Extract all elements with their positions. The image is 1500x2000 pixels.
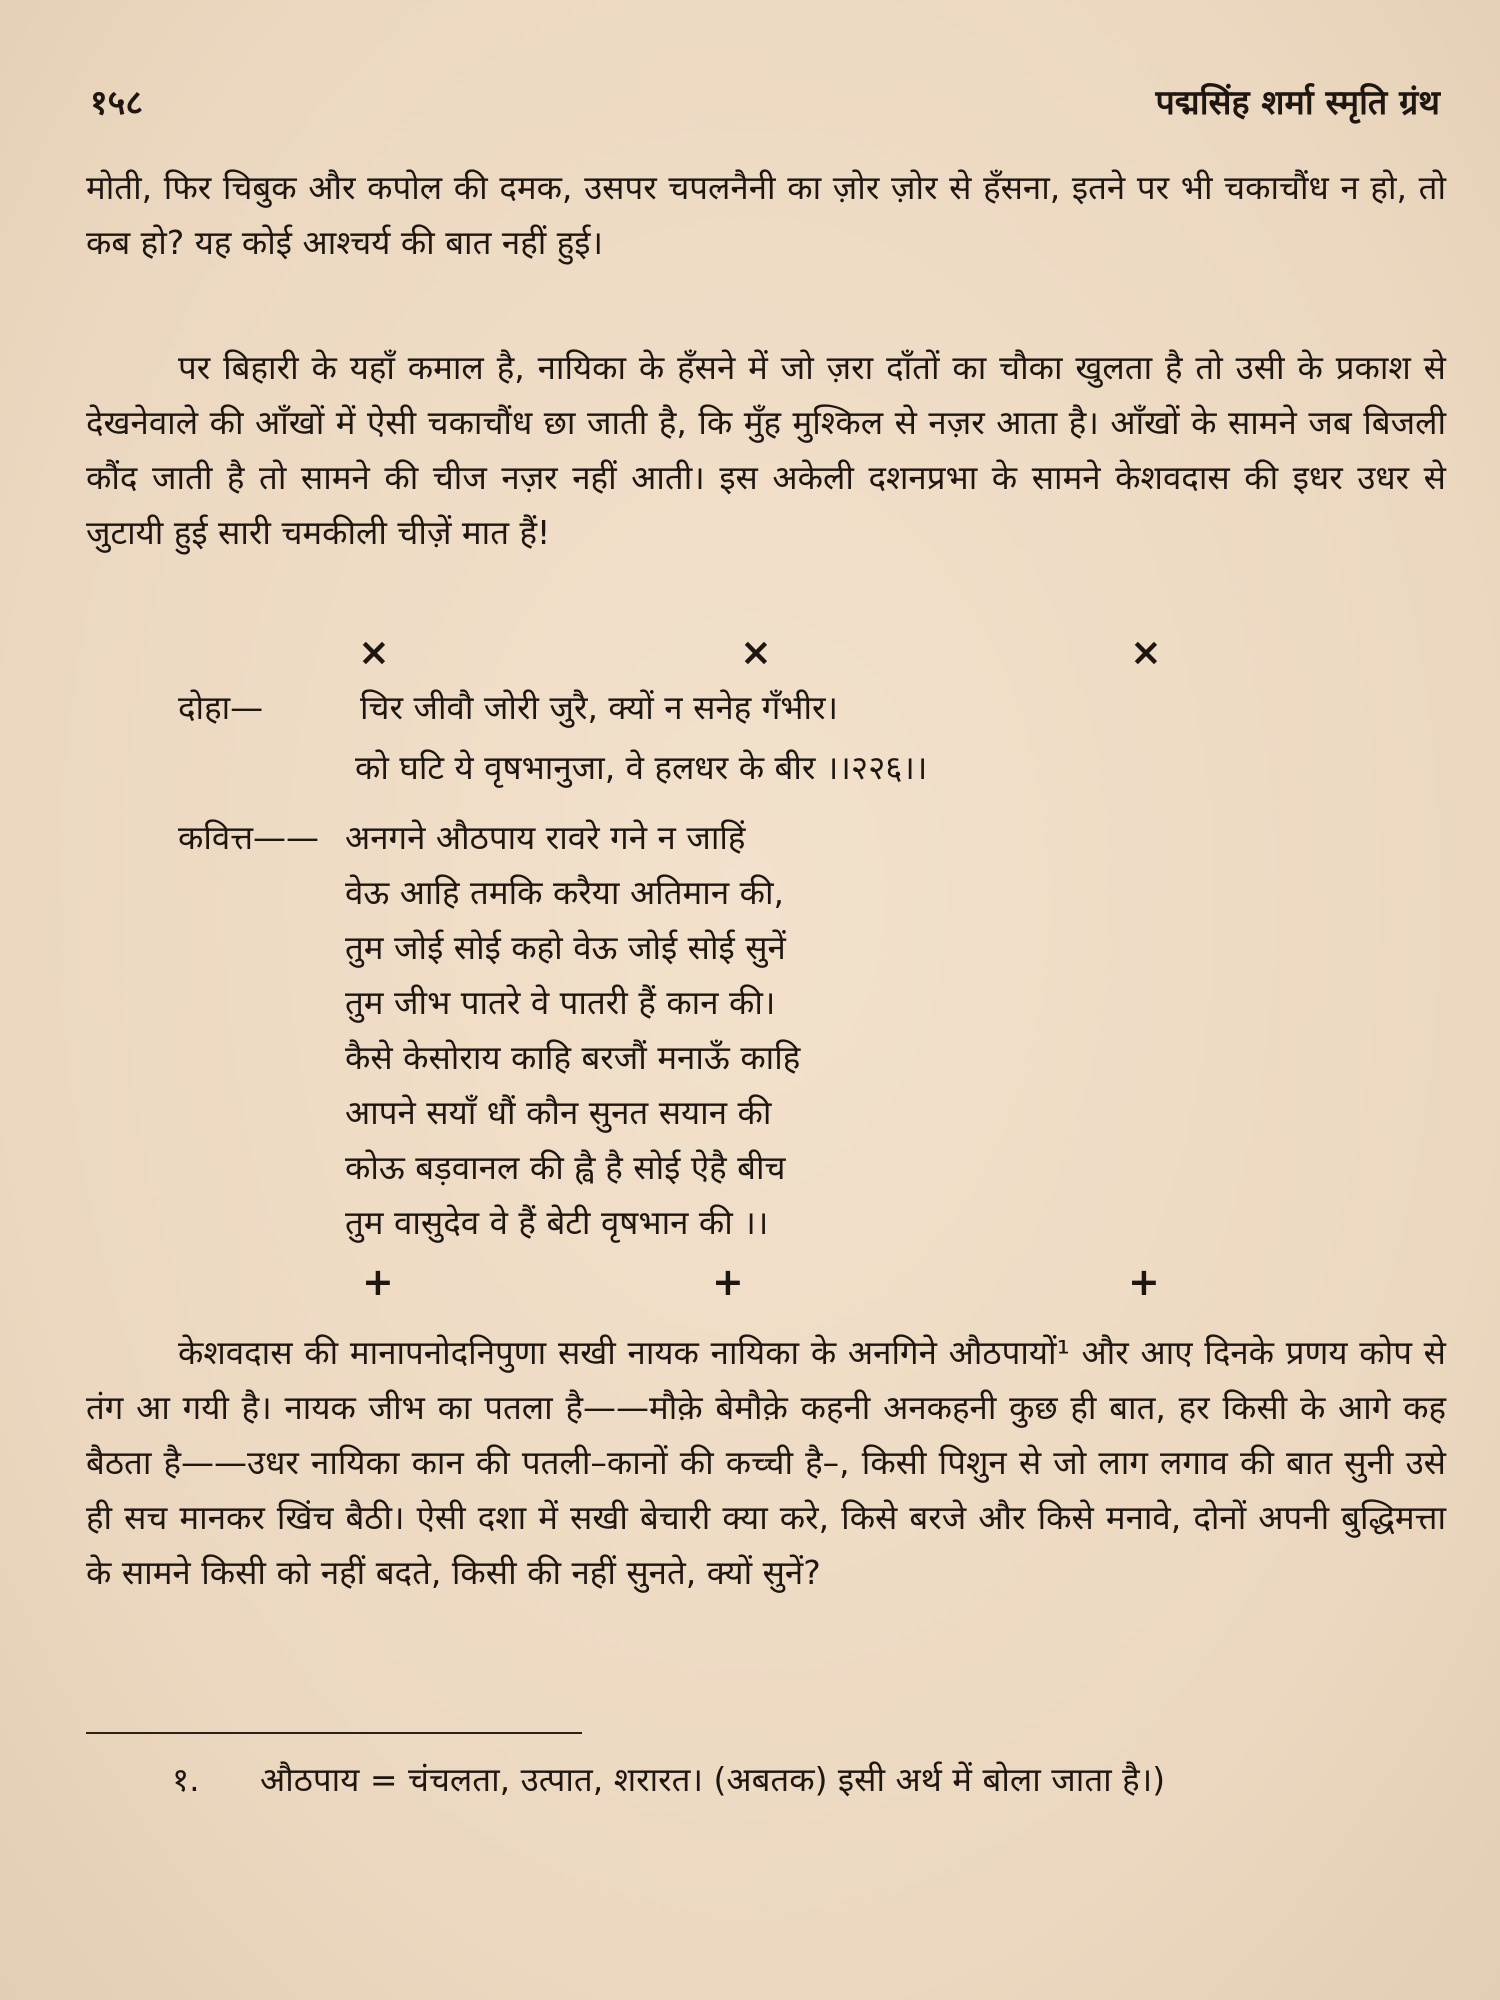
running-title: पद्मसिंह शर्मा स्मृति ग्रंथ [1155,83,1440,123]
page-number: १५८ [90,83,144,123]
separator-mark: × [1130,630,1162,674]
separator-mark: × [740,630,772,674]
paragraph-bihari: पर बिहारी के यहाँ कमाल है, नायिका के हँसने में जो ज़रा दाँतों का चौका खुलता है तो उसी के प्रकाश से देखनेवाले की आँखों में ऐसी चकाचौंध छा जाती है, कि मुँह मुश्किल से नज़र आता है। आँखों के सामने जब बिजली कौंद जाती है तो सामने की चीज नज़र नहीं आती। इस अकेली दशनप्रभा के सामने केशवदास की इधर उधर से जुटायी हुई सारी चमकीली चीज़ें मात हैं! [86,348,1446,552]
kavitt-line: तुम जोई सोई कहो वेऊ जोई सोई सुनें [345,928,786,967]
separator-mark: × [358,630,390,674]
separator-mark: + [712,1260,744,1304]
kavitt-line: अनगने औठपाय रावरे गने न जाहिं [345,818,746,857]
doha-label: दोहा— [178,688,264,727]
paragraph-continued: मोती, फिर चिबुक और कपोल की दमक, उसपर चपलनैनी का ज़ोर ज़ोर से हँसना, इतने पर भी चकाचौंध न हो, तो कब हो? यह कोई आश्चर्य की बात नहीं हुई। [86,168,1446,262]
doha-line: को घटि ये वृषभानुजा, वे हलधर के बीर ।।२२६।। [355,748,928,787]
kavitt-line: कोऊ बड़वानल की ह्वै है सोई ऐहै बीच [345,1148,786,1187]
kavitt-line: आपने सयाँ धौं कौन सुनत सयान की [345,1093,772,1132]
separator-mark: + [1128,1260,1160,1304]
kavitt-line: तुम वासुदेव वे हैं बेटी वृषभान की ।। [345,1203,769,1242]
footnote-number: १. [172,1760,200,1799]
section-separator-plus [0,1260,1500,1310]
kavitt-line: वेऊ आहि तमकि करैया अतिमान की, [345,873,785,912]
commentary-paragraph: केशवदास की मानापनोदनिपुणा सखी नायक नायिका के अनगिने औठपायों¹ और आए दिनके प्रणय कोप से तंग आ गयी है। नायक जीभ का पतला है——मौक़े बेमौक़े कहनी अनकहनी कुछ ही बात, हर किसी के आगे कह बैठता है——उधर नायिका कान की पतली–कानों की कच्ची है–, किसी पिशुन से जो लाग लगाव की बात सुनी उसे ही सच मानकर खिंच बैठी। ऐसी दशा में सखी बेचारी क्या करे, किसे बरजे और किसे मनावे, दोनों अपनी बुद्धिमत्ता के सामने किसी को नहीं बदते, किसी की नहीं सुनते, क्यों सुनें? [86,1333,1446,1592]
kavitt-line: तुम जीभ पातरे वे पातरी हैं कान की। [345,983,776,1022]
footnote-text: औठपाय = चंचलता, उत्पात, शरारत। (अबतक) इसी अर्थ में बोला जाता है।) [260,1760,1166,1799]
doha-line: चिर जीवौ जोरी जुरै, क्यों न सनेह गँभीर। [360,688,839,727]
page-header [90,78,1440,128]
kavitt-label: कवित्त—— [178,818,320,857]
section-separator-x [0,630,1500,680]
separator-mark: + [362,1260,394,1304]
footnote-divider [86,1732,582,1734]
kavitt-line: कैसे केसोराय काहि बरजौं मनाऊँ काहि [345,1038,801,1077]
